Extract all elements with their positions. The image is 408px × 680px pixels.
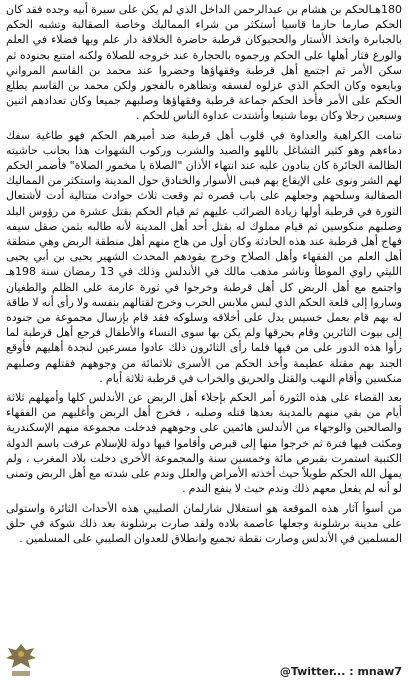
paragraph-4: من أسوأ آثار هذه الموقعة هو استغلال شارلمان الصليبي هذه الأحداث الثائرة واستولى على مدينة برشلونة وجعلها عاصمة بلاده ولقد صارت برشلونة بعد ذلك شوكة في حلق المسلمين في الأندلس وصارت نقطة تجميع وانطلاق للعدوان الصليبي على المسلمين . — [6, 501, 402, 545]
paragraph-3: بعد القضاء على هذه الثورة أمر الحكم بإجلاء أهل الربض عن الأندلس كلها وأمهلهم ثلاثة أيام من بقي منهم بالمدينة بعدها قتله وصلبه ، فخرج أهل الربض وأغلبهم من الفقهاء والصالحين والوجهاء من الأندلس هائمين على وجوههم فدخلت مجموعة منهم الإسكندرية ومكثت فيها فترة ثم خرجوا منها إلى قبرص وأقاموا فيها دولة للإسلام عرفت باسم الدولة الكتبية استمرت بقبرص مائة وخمسين سنة والمجموعة الأخرى دخلت بلاد المغرب ، ولم يمهل الله الحكم طويلاً حيث أخذته الأمراض والعلل وندم على شدته مع أهل الربض وتمنى لو أنه لم يفعل معهم ذلك وندم حيث لا ينفع الندم . — [6, 391, 402, 496]
footer — [0, 656, 408, 678]
paragraph-2: تنامت الكراهية والعداوة في قلوب أهل قرطبة ضد أميرهم الحكم فهو طاغية سفك دماءهم وهو كثير التشاغل باللهو والصيد والشرب وركوب الشهوات هذا بجانب حاشيته الظالمة الجائرة كان ينادون عليه عند انتهاء الأذان "الصلاة يا مخمور الصلاة" فأضمر الحكم لهم الشر ونوى على الإيقاع بهم فبنى الأسوار والخنادق حول المدينة واستكثر من المماليك الصقالبة وسلحهم وجعلهم على باب قصره ثم وقعت ثلاث حوادث متتالية أدت لأشتعال الثورة في قرطبة أولها زيادة الضرائب عليهم ثم قيام الحكم بقتل عشرة من رؤوس البلد وصلبهم منكوسين ثم قيام مملوك له بقتل أحد أهل المدينة لأنه طالبه بثمن صقل سيفه فهاج أهل قرطبة عند هذه الحادثة وكان أول من هاج منهم أهل منطقة الربض وهي منطقة أهل العلم من الفقهاء وأهل الصلاح وخرج يقودهم المحدث الشهير يحيى بن أبي يحيى الليثي راوي الموطأ وناشر مذهب مالك في الأندلس وذلك في 13 رمضان سنة 198هـ واجتمع مع أهل الربض كل أهل قرطبة وخرجوا في ثورة عارمة على الظلم والطغيان وساروا إلى قلعة الحكم الذي لبس ملابس الحرب وخرج لقتالهم بنفسه ولا رأى أنه لا طاقة له بهم قام بعمل خسيس يدل على أخلاقه وسلوكه فقد قام بإرسال مجموعة من جنوده إلى بيوت الثائرين وقام بحرقها ولم يكن بها سوى النساء والأطفال فرجع أهل قرطبة لما رأوا هذه الدور على من فيها فلما رأى الثائرون ذلك عادوا مسرعين لنجدة أهليهم فأوقع الجند بهم مقتلة عظيمة وأخذ الحكم من الأسرى ثلاثمائة من وجوههم فقتلهم وصلبهم منكسين وأقام النهب والقتل والحريق والخراب في قرطبة ثلاثة أيام . — [6, 128, 402, 385]
eagle-emblem-icon — [4, 640, 38, 680]
paragraph-1: 180هـالحكم بن هشام بن عبدالرحمن الداخل الذي لم يكن على سيرة أبيه وجده فقد كان الحكم صارما حازما قاسيا أستكثر من شراء المماليك وخاصة الصقالبة وتشبه الحكم بالجبابرة واتخذ الأستار والحجبوكان قرطبة حاضرة الخلافة دار علم وبها فضلاء في العلم والورع فثار أهلها على الحكم ورجموه بالحجارة عند خروجه للصلاة ولكنه امتنع بجنوده ثم سكن الأمر ثم اجتمع أهل قرطبة وفقهاؤها وحضروا عند محمد بن القاسم المرواني وبايعوه وكان الحكم الذي عزلوه لفسقه وتظاهره بالفجور ولكن محمد بن القاسم يطلع الحكم على الأمر فأخذ الحكم جماعة قرطبة وفقهاؤها وصلبهم جميعا وكان تعدادهم اثنين وسبعين رجلا وكان يوما شنيعا وأشتدت عداوة الناس للحكم . — [6, 3, 402, 123]
twitter-handle: Twitter... : mnaw7@ — [279, 665, 402, 678]
